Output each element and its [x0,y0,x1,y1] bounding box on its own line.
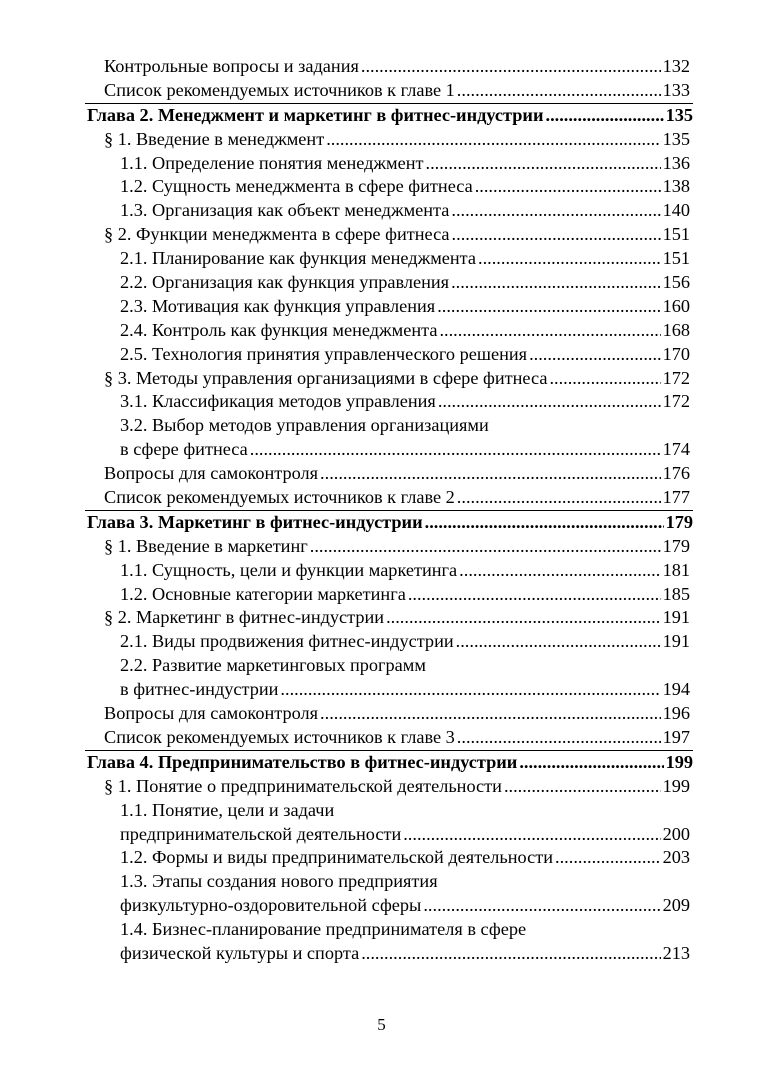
toc-page-number: 132 [662,56,690,76]
toc-page-number: 160 [662,295,690,316]
toc-entry-title: Список рекомендуемых источников к главе 1 [104,79,455,100]
toc-entry-row [0,846,763,870]
toc-leader-dots [361,942,660,966]
toc-entry-title: § 3. Методы управления организациями в сфере фитнеса [104,367,548,388]
toc-entry-line [104,726,690,750]
toc-entry-title: Вопросы для самоконтроля [104,463,319,484]
toc-entry-title: 1.2. Формы и виды предпринимательской деятельности [120,847,554,868]
toc-leader-dots [361,55,661,79]
toc-entry-line [120,295,690,319]
toc-page-number: 151 [662,224,690,245]
toc-leader-dots [386,606,660,630]
toc-page-number: 140 [662,200,690,221]
toc-leader-dots [439,319,660,343]
toc-entry-title: 2.2. Развитие маркетинговых программ [120,655,426,676]
toc-entry-row [0,319,763,343]
toc-entry-row [0,918,763,942]
toc-page-number: 179 [662,535,690,556]
toc-entry-row [0,559,763,583]
toc-entry-row [0,128,763,152]
toc-leader-dots [426,152,661,176]
toc-entry-title: физической культуры и спорта [120,942,360,963]
toc-entry-row [0,223,763,247]
toc-page-number: 196 [662,703,690,724]
toc-leader-dots [549,367,660,391]
toc-entry-row [0,823,763,847]
toc-page-number: 133 [662,79,690,100]
toc-page-number: 197 [662,726,690,747]
toc-entry-line [104,535,690,559]
toc-entry-line [104,462,690,486]
toc-entry-title: § 1. Понятие о предпринимательской деятельности [104,775,502,796]
toc-entry-row [0,367,763,391]
toc-entry-title: 3.1. Классификация методов управления [120,391,436,412]
toc-entry-row [0,199,763,223]
toc-entry-title: 1.3. Организация как объект менеджмента [120,200,450,221]
toc-entry-line [120,823,690,847]
toc-leader-dots [403,823,660,847]
toc-entry-line [120,894,690,918]
toc-leader-dots [437,295,660,319]
toc-entry-row [0,583,763,607]
toc-entry-line [120,678,690,702]
toc-entry-title: 2.3. Мотивация как функция управления [120,295,436,316]
toc-entry-title: 1.4. Бизнес-планирование предпринимателя в сфере [120,919,527,940]
toc-entry-row [0,535,763,559]
toc-entry-row [0,775,763,799]
toc-entry-title: 2.2. Организация как функция управления [120,272,450,293]
toc-leader-dots [457,726,661,750]
toc-entry-row [0,799,763,823]
toc-page-number: 156 [662,272,690,293]
toc-leader-dots [408,583,661,607]
toc-leader-dots [451,199,660,223]
toc-entry-title: 2.1. Планирование как функция менеджмента [120,248,477,269]
toc-entry-row [0,247,763,271]
toc-page-number: 172 [662,391,690,412]
toc-leader-dots [320,462,661,486]
toc-entry-row [0,79,763,103]
toc-entry-title: 1.1. Определение понятия менеджмент [120,152,424,173]
toc-entry-row [0,942,763,966]
toc-page-number: 151 [662,248,690,269]
toc-entry-line [104,702,690,726]
toc-entry-row [0,438,763,462]
toc-entry-line [104,79,690,103]
toc-page-number: 199 [662,775,690,796]
toc-entry-title: 1.1. Понятие, цели и задачи [120,799,335,820]
toc-page-number: 172 [662,367,690,388]
toc-entry-title: 3.2. Выбор методов управления организациями [120,415,489,436]
toc-entry-line [120,390,690,414]
toc-leader-dots [459,559,660,583]
toc-entry-line [120,343,690,367]
toc-entry-line [104,367,690,391]
toc-page-number: 181 [662,559,690,580]
toc-entry-title: Контрольные вопросы и задания [104,56,359,76]
toc-entry-row [0,462,763,486]
toc-entry-title: Глава 2. Менеджмент и маркетинг в фитнес-индустрии [87,104,544,125]
toc-leader-dots [555,846,661,870]
toc-entry-title: 2.5. Технология принятия управленческого решения [120,343,528,364]
toc-leader-dots [456,630,661,654]
toc-leader-dots [546,104,664,128]
toc-entry-row [0,606,763,630]
toc-leader-dots [478,247,661,271]
toc-entry-row [0,295,763,319]
toc-entry-line [104,128,690,152]
toc-entry-line [120,438,690,462]
toc-page-number: 135 [665,104,693,125]
toc-page-number: 213 [662,942,690,963]
toc-entry-row [0,486,763,510]
toc-page-number: 191 [662,607,690,628]
toc-entry-row [0,55,763,79]
toc-leader-dots [451,271,660,295]
toc-entry-line [120,175,690,199]
toc-page-number: 135 [662,128,690,149]
toc-entry-line [120,152,690,176]
toc-entry-row [0,175,763,199]
toc-leader-dots [457,79,661,103]
toc-entry-title: Список рекомендуемых источников к главе 2 [104,487,455,508]
toc-leader-dots [438,390,661,414]
toc-entry-row [0,894,763,918]
toc-page-number: 199 [665,751,693,772]
toc-chapter-row [85,103,693,128]
toc-entry-title: § 1. Введение в маркетинг [104,535,308,556]
toc-entry-title: 1.3. Этапы создания нового предприятия [120,871,438,892]
toc-entry-title: в сфере фитнеса [120,439,248,460]
toc-leader-dots [452,223,661,247]
toc-entry-row [0,343,763,367]
toc-entry-title: 1.1. Сущность, цели и функции маркетинга [120,559,458,580]
toc-entry-title: 2.4. Контроль как функция менеджмента [120,319,438,340]
toc-leader-dots [423,894,660,918]
toc-leader-dots [250,438,661,462]
toc-leader-dots [475,175,661,199]
toc-page-number: 209 [662,895,690,916]
toc-chapter-row [85,750,693,775]
toc-page-number: 194 [662,679,690,700]
toc-entry-title: § 2. Функции менеджмента в сфере фитнеса [104,224,450,245]
toc-entry-title: в фитнес-индустрии [120,679,279,700]
toc-entry-line [120,583,690,607]
toc-page-number: 191 [662,631,690,652]
toc-entry-title: 1.2. Сущность менеджмента в сфере фитнеса [120,176,473,197]
toc-entry-line [104,223,690,247]
toc-page-number: 174 [662,439,690,460]
toc-leader-dots [519,751,663,775]
toc-entry-title: Глава 3. Маркетинг в фитнес-индустрии [87,511,423,532]
toc-entry-line [104,486,690,510]
toc-entry-row [0,702,763,726]
toc-page-number: 179 [665,511,693,532]
toc-page-number: 176 [662,463,690,484]
toc-entry-title: § 2. Маркетинг в фитнес-индустрии [104,607,385,628]
toc-leader-dots [504,775,661,799]
toc-entry-title: 1.2. Основные категории маркетинга [120,583,406,604]
toc-entry-line [120,199,690,223]
toc-entry-line [120,559,690,583]
toc-leader-dots [280,678,660,702]
toc-entry-line [104,775,690,799]
toc-entry-row [0,414,763,438]
toc-entry-line [85,104,693,128]
toc-entry-line [104,55,690,79]
toc-entry-line [85,511,693,535]
toc-entry-row [0,152,763,176]
toc-entry-row [0,271,763,295]
toc-page-number: 177 [662,487,690,508]
toc-entry-row [0,654,763,678]
toc-entry-line [120,247,690,271]
toc-entry-row [0,630,763,654]
toc-entry-line [120,630,690,654]
toc-page-number: 185 [662,583,690,604]
toc-page-number: 203 [662,847,690,868]
toc-page-number: 200 [662,823,690,844]
toc-entry-title: § 1. Введение в менеджмент [104,128,325,149]
toc-entry-line [120,942,690,966]
toc-entry-title: Глава 4. Предпринимательство в фитнес-индустрии [87,751,518,772]
toc-entry-title: предпринимательской деятельности [120,823,402,844]
toc-page-number: 168 [662,319,690,340]
toc-entry-row [0,726,763,750]
toc-entry-line [120,319,690,343]
toc-entry-title: 2.1. Виды продвижения фитнес-индустрии [120,631,454,652]
page-number: 5 [377,1015,386,1034]
toc-leader-dots [310,535,661,559]
toc-leader-dots [457,486,661,510]
toc-page-number: 136 [662,152,690,173]
toc-leader-dots [529,343,661,367]
toc-entry-title: Вопросы для самоконтроля [104,703,319,724]
toc-entry-line [120,846,690,870]
toc-chapter-row [85,510,693,535]
toc-leader-dots [326,128,660,152]
toc-leader-dots [320,702,661,726]
toc-entry-row [0,870,763,894]
toc-entry-row [0,390,763,414]
toc-entry-line [85,751,693,775]
toc-page-number: 170 [662,343,690,364]
toc-entry-title: физкультурно-оздоровительной сферы [120,895,422,916]
toc-leader-dots [425,511,664,535]
toc-page-number: 138 [662,176,690,197]
toc-entry-line [104,606,690,630]
toc-entry-row [0,678,763,702]
toc-entry-title: Список рекомендуемых источников к главе 3 [104,726,455,747]
toc-entry-line [120,271,690,295]
table-of-contents [0,55,763,966]
